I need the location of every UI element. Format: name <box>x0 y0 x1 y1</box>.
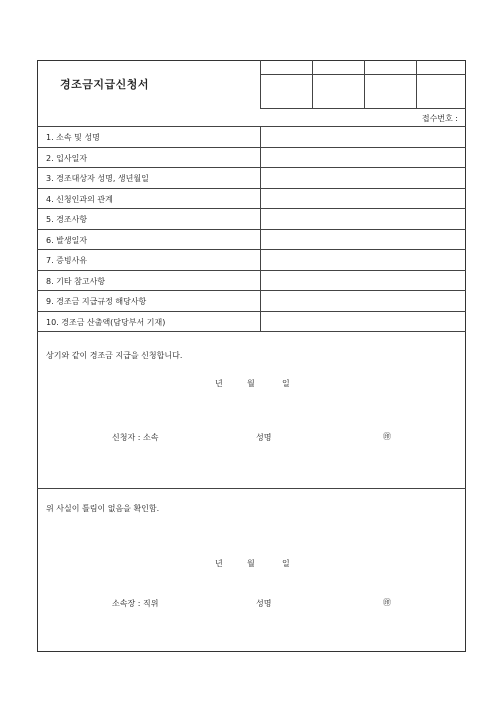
date-day-label: 일 <box>282 559 290 568</box>
row-label-relationship: 4. 신청인과의 관계 <box>46 195 113 204</box>
approval-row-line <box>260 74 466 75</box>
confirmer-name-label: 성명 <box>256 599 272 608</box>
application-statement: 상기와 같이 경조금 지급을 신청합니다. <box>46 351 183 360</box>
form-title: 경조금지급신청서 <box>60 78 150 91</box>
row-line <box>37 188 466 189</box>
receipt-number-label: 접수번호 : <box>421 114 458 123</box>
approval-divider <box>312 60 313 108</box>
table-top-line <box>37 126 466 127</box>
seal-mark: ㊞ <box>383 432 391 441</box>
row-line <box>37 208 466 209</box>
row-label-event: 5. 경조사항 <box>46 215 88 224</box>
row-line <box>37 147 466 148</box>
row-line <box>37 167 466 168</box>
row-label-proof: 7. 증빙사유 <box>46 256 88 265</box>
row-line <box>37 229 466 230</box>
confirmer-label: 소속장 : 직위 <box>112 599 159 608</box>
date-day-label: 일 <box>282 379 290 388</box>
row-label-affiliation-name: 1. 소속 및 성명 <box>46 133 100 142</box>
date-year-label: 년 <box>215 379 223 388</box>
applicant-label: 신청자 : 소속 <box>112 433 159 442</box>
date-month-label: 월 <box>247 559 255 568</box>
row-label-notes: 8. 기타 참고사항 <box>46 277 106 286</box>
row-line <box>37 290 466 291</box>
row-label-target-name-birth: 3. 경조대상자 성명, 생년월일 <box>46 174 149 183</box>
date-month-label: 월 <box>247 379 255 388</box>
confirmation-statement: 위 사실이 틀림이 없음을 확인함. <box>46 504 160 513</box>
header-bottom-line <box>260 108 466 109</box>
row-line <box>37 249 466 250</box>
date-year-label: 년 <box>215 559 223 568</box>
row-label-amount: 10. 경조금 산출액(담당부서 기재) <box>46 318 166 327</box>
row-line <box>37 311 466 312</box>
row-line <box>37 331 466 332</box>
row-label-regulation: 9. 경조금 지급규정 해당사항 <box>46 297 147 306</box>
approval-divider <box>364 60 365 108</box>
applicant-name-label: 성명 <box>256 433 272 442</box>
seal-mark: ㊞ <box>383 598 391 607</box>
approval-divider <box>260 60 261 108</box>
row-label-occurrence-date: 6. 발생일자 <box>46 236 88 245</box>
section-divider <box>37 488 466 489</box>
row-line <box>37 270 466 271</box>
row-label-hire-date: 2. 입사일자 <box>46 154 88 163</box>
approval-divider <box>416 60 417 108</box>
